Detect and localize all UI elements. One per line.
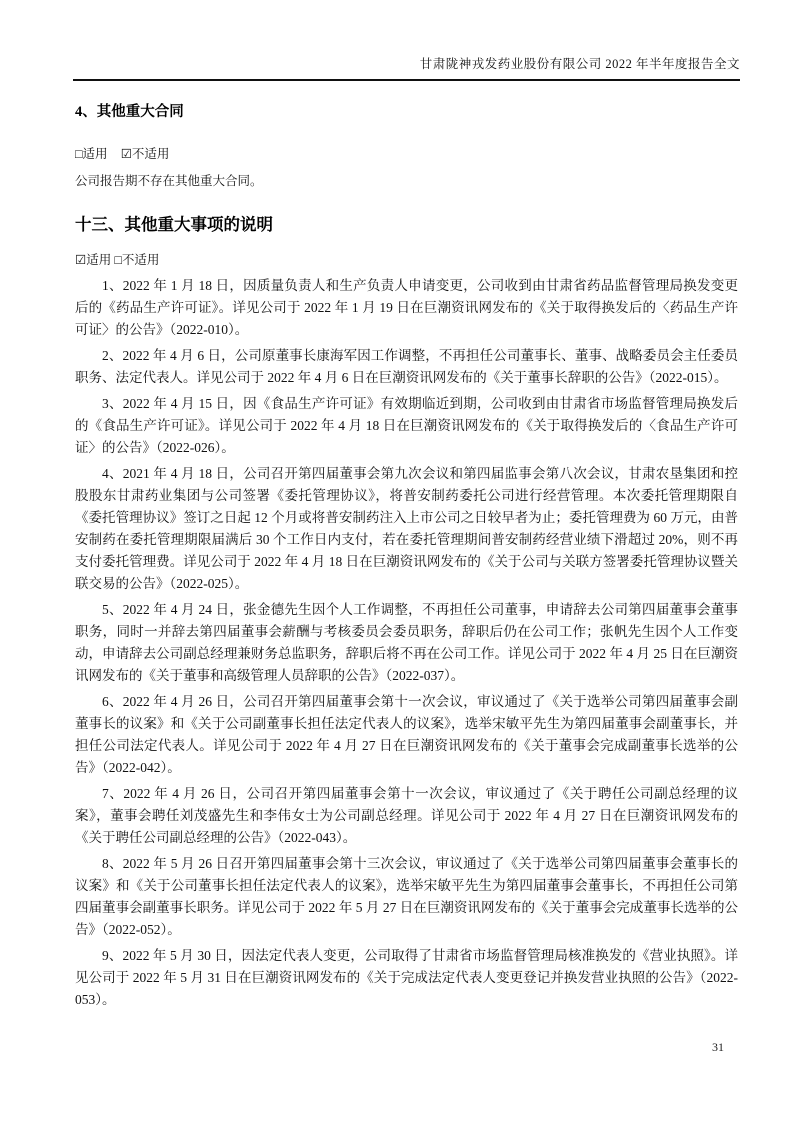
- paragraph-item-4: 4、2021 年 4 月 18 日，公司召开第四届董事会第九次会议和第四届监事会第八次会议，甘肃农垦集团和控股股东甘肃药业集团与公司签署《委托管理协议》，将普安制药委托公司进行经营管理。本次委托管理期限自《委托管理协议》签订之日起 12 个月或将普安制药注入上市公司之日较早者为止；委托管理费为 60 万元，由普安制药在委托管理期限届满后 30 个工作日内支付，若在委托管理期间普安制药经营业绩下滑超过 20%，则不再支付委托管理费。详见公司于 2022 年 4 月 18 日在巨潮资讯网发布的《关于公司与关联方签署委托管理协议暨关联交易的公告》（2022-025）。: [75, 466, 738, 591]
- page-number: 31: [712, 1040, 724, 1054]
- other-matters-paragraphs: [75, 275, 738, 1011]
- applicability-row-other-contracts: [75, 144, 738, 162]
- checkbox-applicable-checked: ☑适用: [75, 253, 112, 267]
- paragraph-item-6: 6、2022 年 4 月 26 日，公司召开第四届董事会第十一次会议，审议通过了《关于选举公司第四届董事会副董事长的议案》和《关于公司副董事长担任法定代表人的议案》，选举宋敏平先生为第四届董事会副董事长，并担任公司法定代表人。详见公司于 2022 年 4 月 27 日在巨潮资讯网发布的《关于董事会完成副董事长选举的公告》（2022-042）。: [75, 694, 738, 775]
- paragraph-item-7: 7、2022 年 4 月 26 日，公司召开第四届董事会第十一次会议，审议通过了《关于聘任公司副总经理的议案》，董事会聘任刘茂盛先生和李伟女士为公司副总经理。详见公司于 2022 年 4 月 27 日在巨潮资讯网发布的《关于聘任公司副总经理的公告》（2022-043）。: [75, 786, 738, 845]
- section-heading-other-matters: 十三、其他重大事项的说明: [75, 215, 273, 234]
- paragraph-item-2: 2、2022 年 4 月 6 日，公司原董事长康海军因工作调整，不再担任公司董事长、董事、战略委员会主任委员职务、法定代表人。详见公司于 2022 年 4 月 6 日在巨潮资讯网发布的《关于董事长辞职的公告》（2022-015）。: [75, 348, 738, 385]
- checkbox-not-applicable-unchecked: □不适用: [114, 253, 160, 267]
- applicability-row-other-matters: [75, 250, 738, 268]
- paragraph-item-3: 3、2022 年 4 月 15 日，因《食品生产许可证》有效期临近到期，公司收到由甘肃省市场监督管理局换发后的《食品生产许可证》。详见公司于 2022 年 4 月 18 日在巨潮资讯网发布的《关于取得换发后的〈食品生产许可证〉的公告》（2022-026）。: [75, 396, 738, 455]
- paragraph-item-8: 8、2022 年 5 月 26 日召开第四届董事会第十三次会议，审议通过了《关于选举公司第四届董事会董事长的议案》和《关于公司董事长担任法定代表人的议案》，选举宋敏平先生为第四届董事会董事长，不再担任公司第四届董事会副董事长职务。详见公司于 2022 年 5 月 27 日在巨潮资讯网发布的《关于董事会完成董事长选举的公告》（2022-052）。: [75, 856, 738, 937]
- paragraph-item-5: 5、2022 年 4 月 24 日，张金德先生因个人工作调整，不再担任公司董事，申请辞去公司第四届董事会董事职务，同时一并辞去第四届董事会薪酬与考核委员会委员职务，辞职后仍在公司工作；张帆先生因个人工作变动，申请辞去公司副总经理兼财务总监职务，辞职后将不再在公司工作。详见公司于 2022 年 4 月 25 日在巨潮资讯网发布的《关于董事和高级管理人员辞职的公告》（2022-037）。: [75, 602, 738, 683]
- report-header-title: 甘肃陇神戎发药业股份有限公司 2022 年半年度报告全文: [73, 54, 740, 81]
- page-content: [75, 92, 738, 1011]
- paragraph-item-1: 1、2022 年 1 月 18 日，因质量负责人和生产负责人申请变更，公司收到由甘肃省药品监督管理局换发变更后的《药品生产许可证》。详见公司于 2022 年 1 月 19 日在巨潮资讯网发布的《关于取得换发后的〈药品生产许可证〉的公告》（2022-010）。: [75, 278, 738, 337]
- checkbox-applicable-unchecked: □适用: [75, 147, 108, 161]
- section-heading-other-contracts: 4、其他重大合同: [75, 104, 184, 120]
- paragraph-item-9: 9、2022 年 5 月 30 日，因法定代表人变更，公司取得了甘肃省市场监督管理局核准换发的《营业执照》。详见公司于 2022 年 5 月 31 日在巨潮资讯网发布的《关于完成法定代表人变更登记并换发营业执照的公告》（2022-053）。: [75, 948, 738, 1007]
- checkbox-not-applicable-checked: ☑不适用: [120, 147, 170, 161]
- other-contracts-statement: 公司报告期不存在其他重大合同。: [75, 174, 263, 188]
